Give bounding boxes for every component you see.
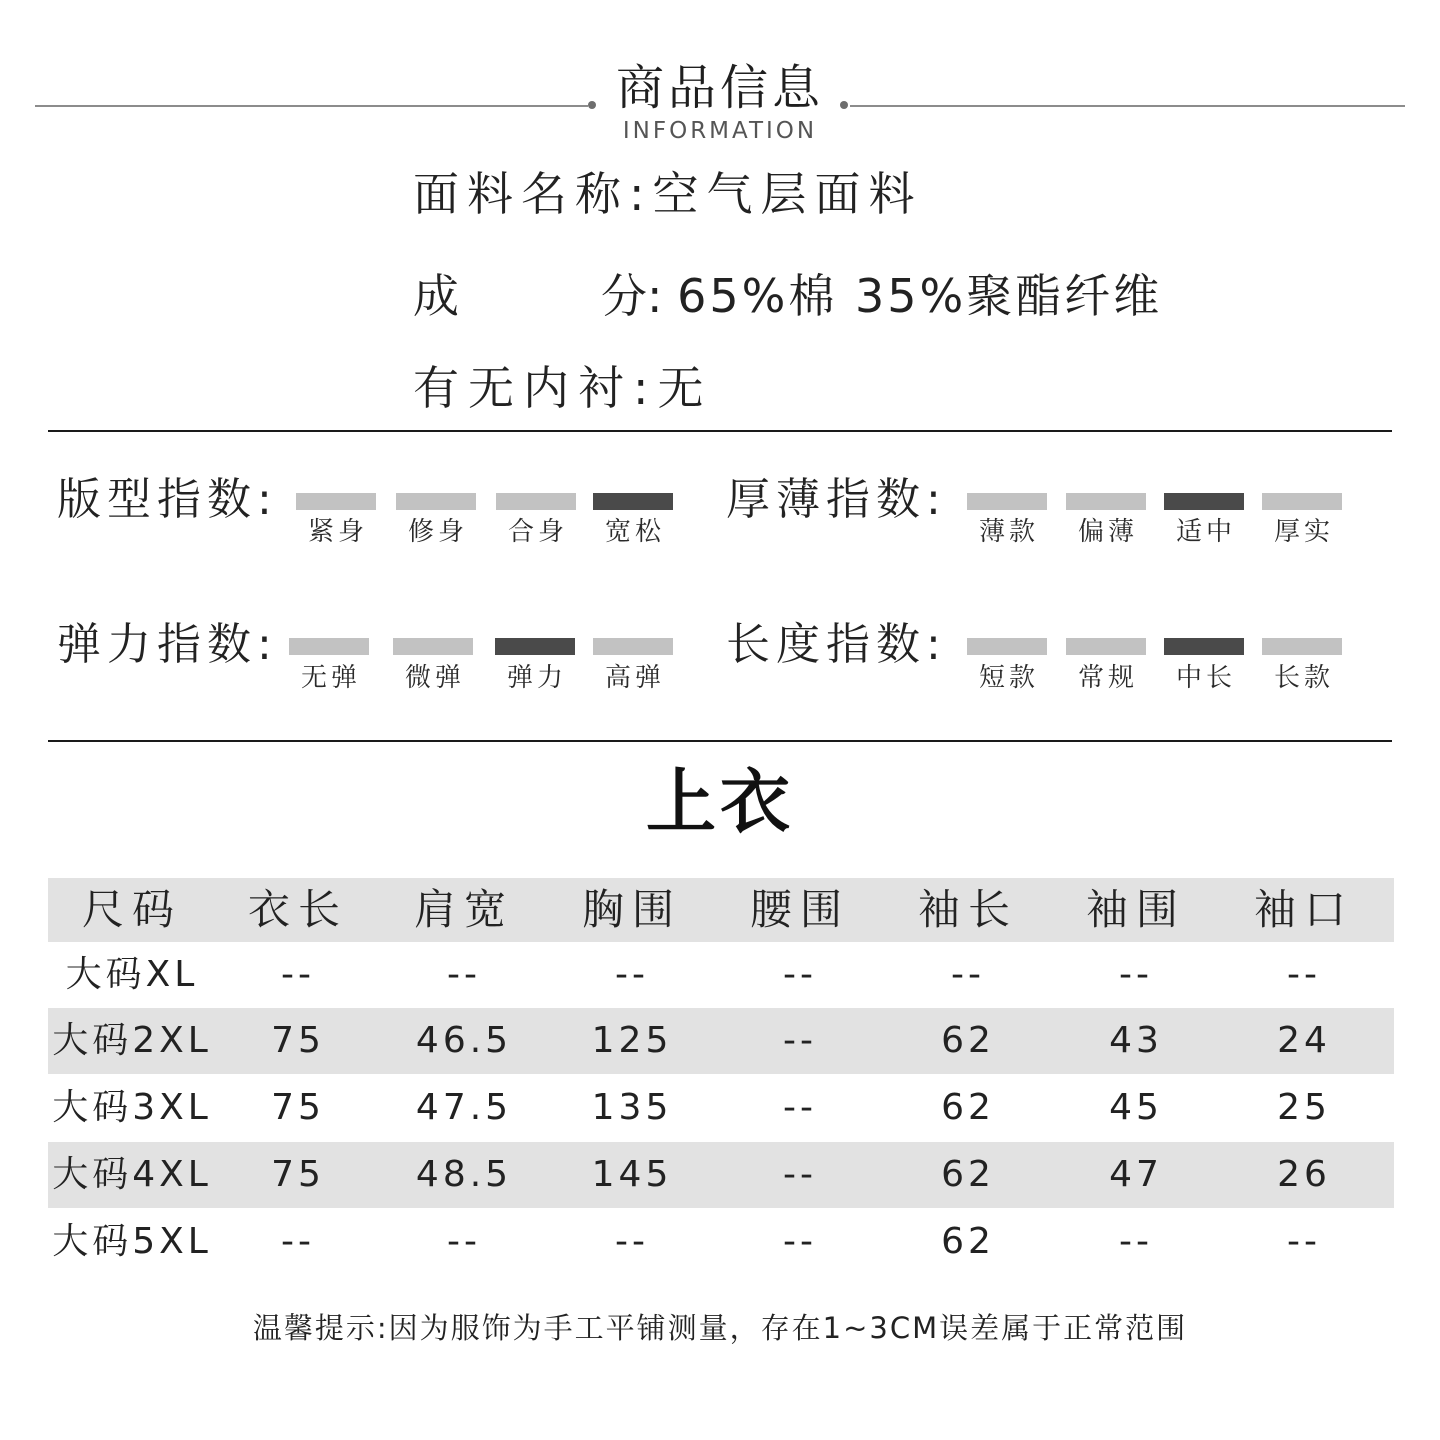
table-cell: --: [447, 1221, 481, 1262]
table-cell: --: [783, 1221, 817, 1262]
table-cell: 24: [1277, 1020, 1331, 1061]
fabric-name-row: [413, 166, 923, 222]
table-cell: 47: [1109, 1154, 1163, 1195]
elasticity-index-option: 弹力: [506, 663, 567, 693]
table-cell: 25: [1277, 1087, 1331, 1128]
fabric-name-label: 面料名称:: [413, 167, 653, 221]
table-cell: --: [783, 954, 817, 995]
fit-index-bar: [396, 493, 476, 510]
size-table-title: 上衣: [646, 761, 794, 843]
thickness-index-option: 适中: [1175, 517, 1236, 547]
table-cell: --: [783, 1087, 817, 1128]
header-title: 商品信息: [615, 60, 824, 116]
fit-index-option: 宽松: [604, 517, 665, 547]
length-index-label: 长度指数:: [726, 619, 947, 670]
table-cell: 62: [941, 1154, 995, 1195]
size-table-header: [48, 878, 1394, 942]
elasticity-index-label: 弹力指数:: [57, 619, 278, 670]
table-row: [48, 1075, 1394, 1141]
table-cell: --: [1119, 1221, 1153, 1262]
table-cell: 大码3XL: [52, 1087, 212, 1128]
size-table-header-cell: 肩宽: [413, 885, 514, 934]
table-cell: 125: [591, 1020, 673, 1061]
table-cell: --: [281, 1221, 315, 1262]
lining-label: 有无内衬:: [413, 361, 658, 415]
table-cell: 62: [941, 1221, 995, 1262]
fit-index-option: 紧身: [307, 517, 368, 547]
fabric-name-value: 空气层面料: [652, 167, 923, 221]
size-table-header-cell: 袖长: [917, 885, 1018, 934]
table-cell: --: [783, 1020, 817, 1061]
size-table-header-cell: 袖口: [1253, 885, 1354, 934]
table-cell: 145: [591, 1154, 673, 1195]
table-cell: 62: [941, 1087, 995, 1128]
length-index-bar: [1164, 638, 1244, 655]
fit-index-bar: [593, 493, 673, 510]
elasticity-index-option: 无弹: [300, 663, 361, 693]
thickness-index-option: 薄款: [978, 517, 1039, 547]
table-cell: --: [1119, 954, 1153, 995]
length-index-bar: [967, 638, 1047, 655]
size-table-header-cell: 腰围: [749, 885, 850, 934]
table-cell: --: [615, 954, 649, 995]
thickness-index-label: 厚薄指数:: [726, 474, 947, 525]
elasticity-index-option: 高弹: [604, 663, 665, 693]
table-cell: 75: [271, 1087, 325, 1128]
elasticity-index-bar: [393, 638, 473, 655]
fit-index-option: 修身: [407, 517, 468, 547]
header-line-left: [35, 105, 588, 107]
composition-label-b: 分:: [601, 269, 663, 323]
table-cell: 大码4XL: [52, 1154, 212, 1195]
size-table-header-cell: 衣长: [247, 885, 348, 934]
divider-bottom: [48, 740, 1392, 742]
table-row: [48, 1008, 1394, 1074]
composition-label-a: 成: [413, 269, 459, 323]
lining-value: 无: [657, 361, 713, 415]
thickness-index-option: 厚实: [1273, 517, 1334, 547]
composition-row: [413, 268, 1162, 324]
measurement-tip: 温馨提示:因为服饰为手工平铺测量，存在1~3CM误差属于正常范围: [252, 1311, 1188, 1345]
table-cell: --: [281, 954, 315, 995]
table-cell: --: [1287, 954, 1321, 995]
thickness-index-option: 偏薄: [1077, 517, 1138, 547]
divider-top: [48, 430, 1392, 432]
thickness-index-bar: [967, 493, 1047, 510]
length-index-bar: [1262, 638, 1342, 655]
table-cell: 45: [1109, 1087, 1163, 1128]
table-cell: 26: [1277, 1154, 1331, 1195]
table-cell: --: [447, 954, 481, 995]
header-subtitle: INFORMATION: [622, 118, 818, 144]
size-table: [48, 878, 1394, 1278]
elasticity-index-bar: [593, 638, 673, 655]
table-cell: --: [615, 1221, 649, 1262]
composition-value: 65%棉 35%聚酯纤维: [677, 269, 1163, 323]
table-cell: 46.5: [415, 1020, 513, 1061]
length-index-option: 常规: [1077, 663, 1138, 693]
table-cell: 大码2XL: [52, 1020, 212, 1061]
length-index-option: 长款: [1273, 663, 1334, 693]
table-cell: 135: [591, 1087, 673, 1128]
lining-row: [413, 360, 713, 416]
table-cell: 75: [271, 1020, 325, 1061]
thickness-index-bar: [1262, 493, 1342, 510]
length-index-bar: [1066, 638, 1146, 655]
length-index-option: 中长: [1175, 663, 1236, 693]
fit-index-option: 合身: [507, 517, 568, 547]
size-table-header-cell: 胸围: [581, 885, 682, 934]
elasticity-index-bar: [289, 638, 369, 655]
table-cell: 大码XL: [65, 954, 199, 995]
table-cell: 大码5XL: [52, 1221, 212, 1262]
size-table-header-cell: 尺码: [81, 885, 182, 934]
table-cell: 43: [1109, 1020, 1163, 1061]
fit-index-bar: [496, 493, 576, 510]
table-cell: 75: [271, 1154, 325, 1195]
header-line-right: [850, 105, 1405, 107]
thickness-index-bar: [1066, 493, 1146, 510]
fit-index-bar: [296, 493, 376, 510]
table-cell: --: [783, 1154, 817, 1195]
table-row: [48, 1142, 1394, 1208]
length-index-option: 短款: [978, 663, 1039, 693]
thickness-index-bar: [1164, 493, 1244, 510]
table-row: [48, 1209, 1394, 1275]
size-table-header-cell: 袖围: [1085, 885, 1186, 934]
table-cell: 47.5: [415, 1087, 513, 1128]
elasticity-index-bar: [495, 638, 575, 655]
table-cell: 48.5: [415, 1154, 513, 1195]
table-cell: --: [1287, 1221, 1321, 1262]
fit-index-label: 版型指数:: [57, 474, 278, 525]
table-cell: 62: [941, 1020, 995, 1061]
table-cell: --: [951, 954, 985, 995]
elasticity-index-option: 微弹: [404, 663, 465, 693]
table-row: [48, 942, 1394, 1008]
